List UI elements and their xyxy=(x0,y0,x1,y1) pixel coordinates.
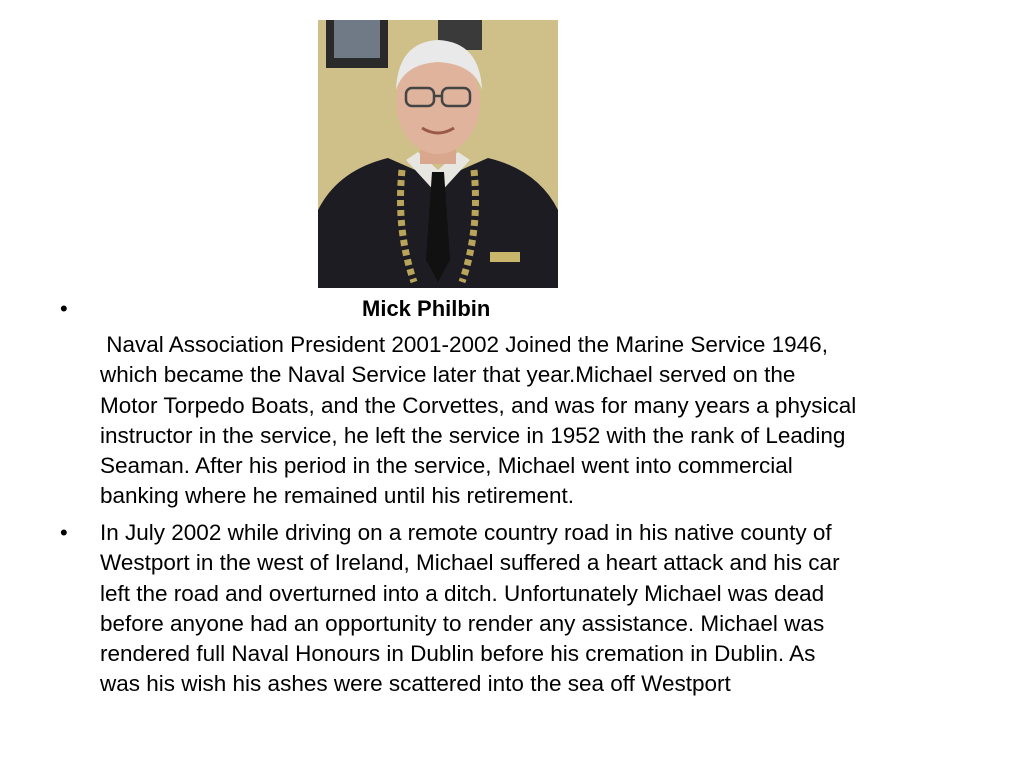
text-line: Naval Association President 2001-2002 Joined the Marine Service 1946, xyxy=(100,332,828,357)
text-line: was his wish his ashes were scattered into the sea off Westport xyxy=(100,671,731,697)
biography-paragraph xyxy=(100,330,980,512)
text-line: Seaman. After his period in the service, Michael went into commercial xyxy=(100,453,793,479)
text-line: left the road and overturned into a ditch. Unfortunately Michael was dead xyxy=(100,580,825,606)
text-line: banking where he remained until his retirement. xyxy=(100,483,575,509)
text-line: before anyone had an opportunity to render any assistance. Michael was xyxy=(100,610,825,636)
text-line: which became the Naval Service later that year.Michael served on the xyxy=(100,362,796,388)
person-name-heading: Mick Philbin xyxy=(362,296,491,321)
portrait-illustration xyxy=(318,20,558,288)
text-line: Westport in the west of Ireland, Michael suffered a heart attack and his car xyxy=(100,550,840,576)
bullet-marker: • xyxy=(60,296,68,321)
text-line: In July 2002 while driving on a remote country road in his native county of xyxy=(100,520,832,545)
death-paragraph xyxy=(100,518,980,700)
portrait-photo xyxy=(318,20,558,288)
bullet-marker: • xyxy=(60,520,68,545)
text-line: rendered full Naval Honours in Dublin before his cremation in Dublin. As xyxy=(100,641,816,667)
text-line: instructor in the service, he left the service in 1952 with the rank of Leading xyxy=(100,422,846,448)
text-line: Motor Torpedo Boats, and the Corvettes, and was for many years a physical xyxy=(100,392,857,418)
